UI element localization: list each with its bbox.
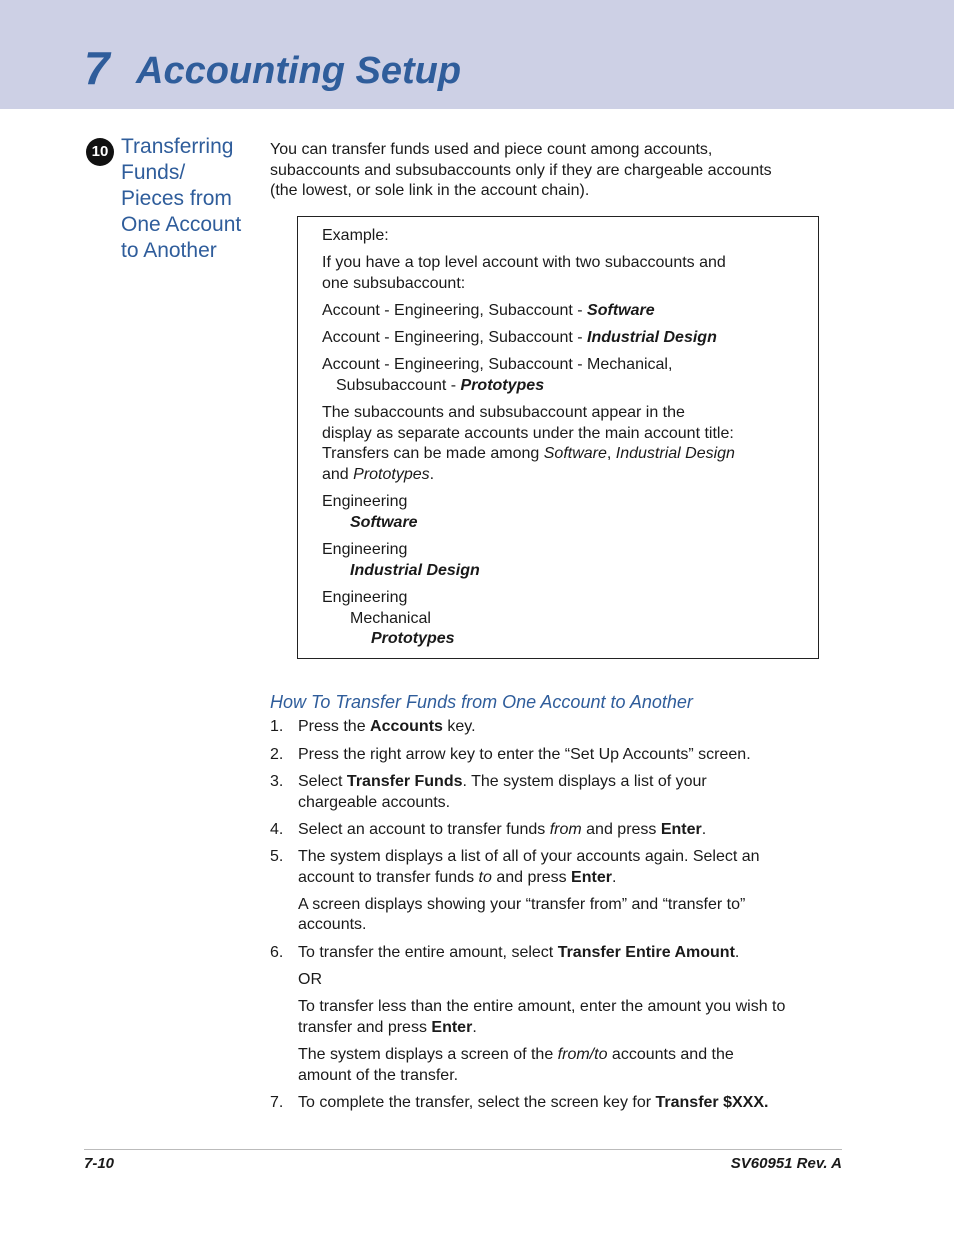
text-run: , [606,445,616,462]
step-3-cont: chargeable accounts. [298,794,451,811]
key-name: Transfer $XXX. [655,1094,769,1111]
heading-line: Transferring [121,135,234,158]
text-run: . The system displays a list of your [462,773,707,790]
account-prefix: Account - Engineering, Subaccount - [322,329,588,346]
text-run: from [549,821,582,838]
example-text: display as separate accounts under the main account title: [322,425,734,442]
document-revision: SV60951 Rev. A [730,1155,842,1172]
step-number: 4. [270,821,284,838]
step-number: 5. [270,848,284,865]
example-text: The subaccounts and subsubaccount appear in the [322,404,685,421]
section-heading [121,134,266,264]
key-name: Enter [660,821,702,838]
step-6 [298,943,739,964]
heading-line: Funds/ [121,161,186,184]
text-run: To transfer the entire amount, select [298,944,558,961]
account-prefix: Account - Engineering, Subaccount - [322,302,588,319]
account-line-prototypes [336,376,544,397]
step-2: Press the right arrow key to enter the “Set Up Accounts” screen. [298,746,751,763]
heading-line: One Account [121,213,242,236]
text-run: to [478,869,492,886]
text-run: . [611,869,617,886]
key-name: Accounts [370,718,443,735]
account-prefix: Subsubaccount - [336,377,461,394]
tree-child: Mechanical [350,610,431,627]
step-3 [298,772,707,793]
intro-line: You can transfer funds used and piece count among accounts, [270,141,713,158]
example-label: Example: [322,227,389,244]
text-run: and [322,466,354,483]
intro-line: (the lowest, or sole link in the account chain). [270,182,590,199]
example-text: one subsubaccount: [322,275,466,292]
key-name: Transfer Entire Amount [557,944,735,961]
text-run: The system displays a screen of the [298,1046,558,1063]
account-line-software [322,301,655,322]
step-6-result: amount of the transfer. [298,1067,459,1084]
step-number: 1. [270,718,284,735]
text-run: accounts and the [607,1046,734,1063]
text-run: Software [543,445,607,462]
chapter-title: Accounting Setup [136,50,462,92]
text-run: . [701,821,707,838]
account-name: Industrial Design [587,329,717,346]
step-5-cont [298,868,616,889]
step-6-or: OR [298,971,322,988]
text-run: Press the [298,718,371,735]
step-1 [298,717,476,738]
account-name: Prototypes [460,377,545,394]
step-6-result [298,1045,734,1066]
text-run: account to transfer funds [298,869,479,886]
step-6-alt [298,1018,477,1039]
example-text [322,444,735,465]
tree-parent: Engineering [322,493,408,510]
example-text: If you have a top level account with two subaccounts and [322,254,726,271]
step-number: 7. [270,1094,284,1111]
account-line-mechanical: Account - Engineering, Subaccount - Mechanical, [322,356,673,373]
step-5-note: A screen displays showing your “transfer from” and “transfer to” [298,896,746,913]
howto-title: How To Transfer Funds from One Account to Another [270,692,693,712]
step-number: 6. [270,944,284,961]
step-4 [298,820,706,841]
text-run: Select an account to transfer funds [298,821,550,838]
text-run: Industrial Design [615,445,735,462]
key-name: Enter [571,869,612,886]
example-text [322,465,434,486]
step-7 [298,1093,768,1114]
tree-child: Software [350,514,418,531]
heading-line: to Another [121,239,217,262]
text-run: from/to [557,1046,608,1063]
key-name: Transfer Funds [346,773,463,790]
example-box [297,216,819,659]
footer-rule [84,1149,842,1150]
chapter-number: 7 [84,42,110,94]
text-run: key. [442,718,476,735]
page-number: 7-10 [84,1155,115,1172]
text-run: To complete the transfer, select the screen key for [298,1094,656,1111]
text-run: and press [491,869,572,886]
text-run: . [429,466,435,483]
intro-paragraph [270,140,830,202]
text-run: . [472,1019,477,1036]
text-run: and press [581,821,661,838]
step-6-alt: To transfer less than the entire amount, enter the amount you wish to [298,998,786,1015]
step-5-note: accounts. [298,916,367,933]
tree-parent: Engineering [322,589,408,606]
text-run: transfer and press [298,1019,432,1036]
step-number: 2. [270,746,284,763]
key-name: Enter [431,1019,473,1036]
tree-child: Industrial Design [350,562,480,579]
tree-grandchild: Prototypes [371,630,455,647]
text-run: . [734,944,740,961]
text-run: Prototypes [353,466,430,483]
step-number: 3. [270,773,284,790]
step-badge: 10 [86,138,114,166]
intro-line: subaccounts and subsubaccounts only if they are chargeable accounts [270,161,772,179]
step-5: The system displays a list of all of your accounts again. Select an [298,848,760,865]
text-run: Transfers can be made among [322,445,544,462]
tree-parent: Engineering [322,541,408,558]
account-line-industrial-design [322,328,717,349]
heading-line: Pieces from [121,187,232,210]
text-run: Select [298,773,347,790]
account-name: Software [587,302,655,319]
